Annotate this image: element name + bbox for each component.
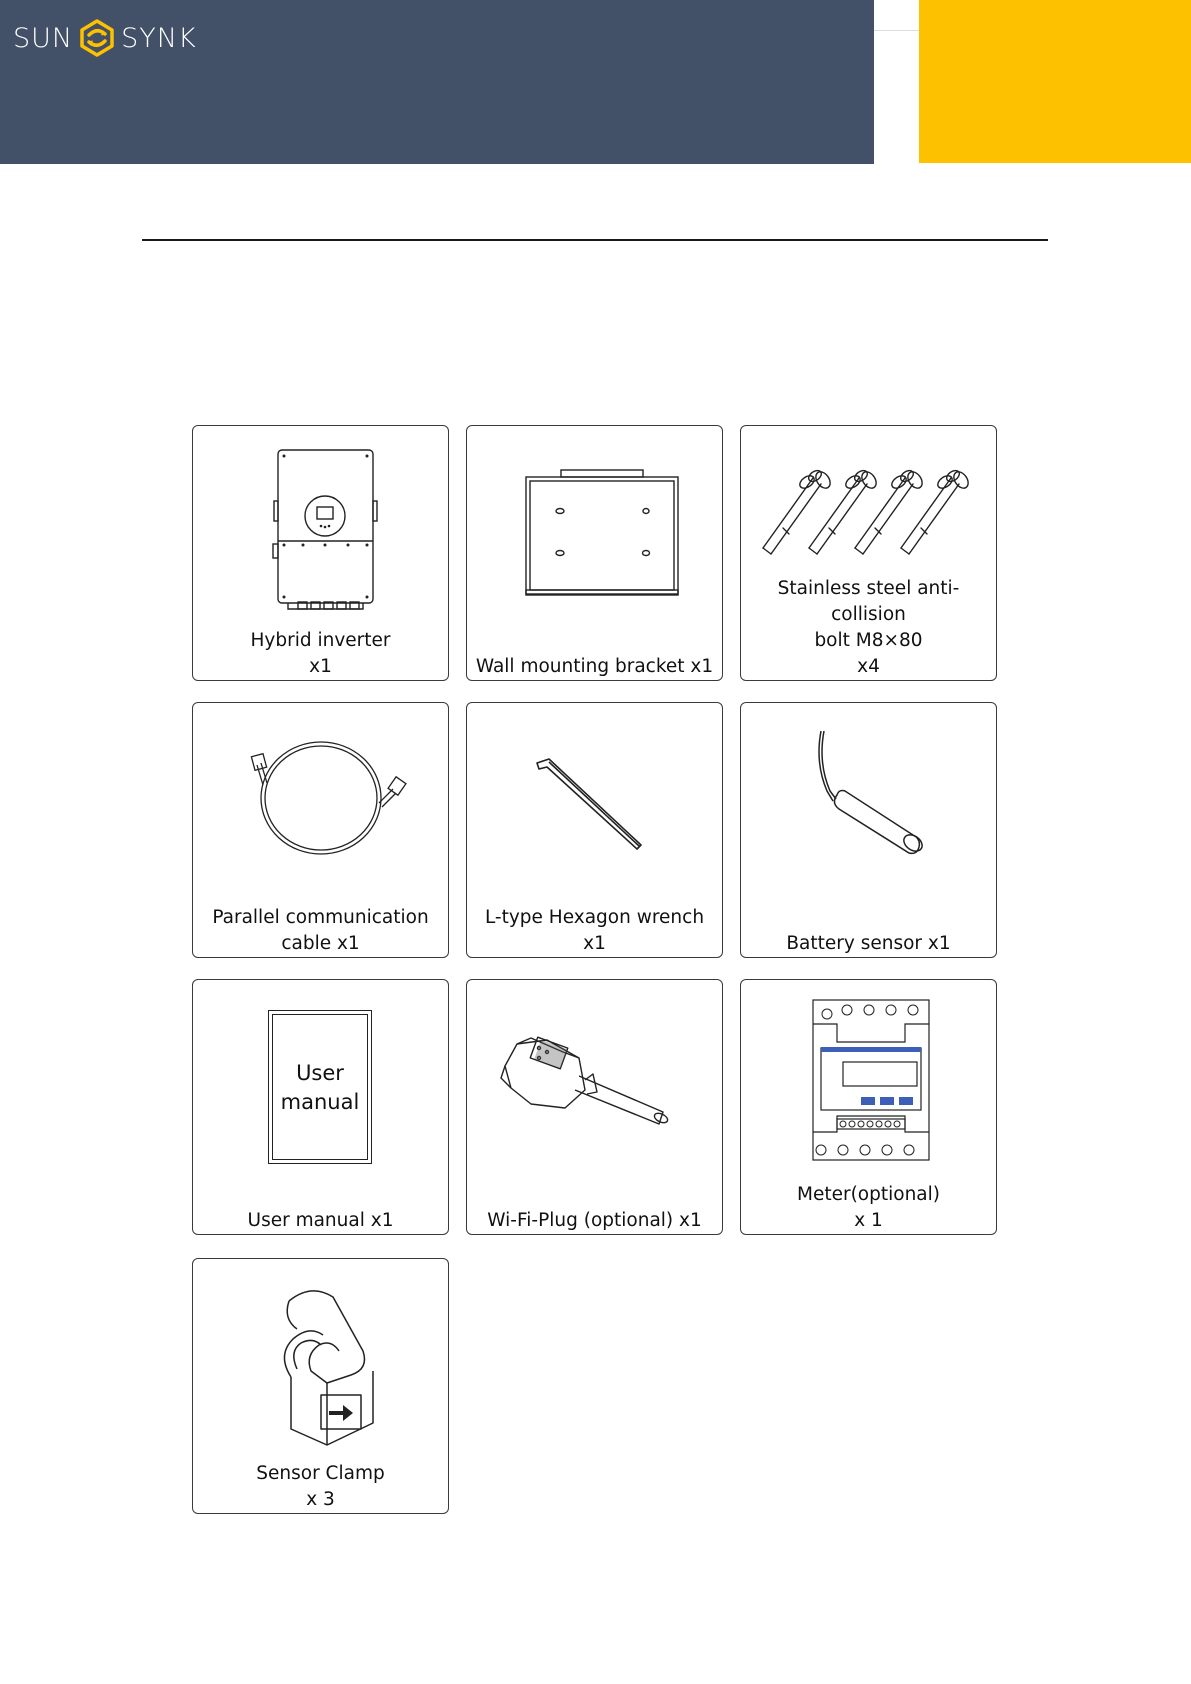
item-label: Hybrid inverter x1: [250, 630, 391, 677]
item-card-user-manual: [192, 979, 449, 1235]
item-card-sensor-clamp: [192, 1258, 449, 1514]
wifi-plug-icon: [467, 980, 724, 1236]
item-card-wifi-plug: [466, 979, 723, 1235]
item-label: User manual x1: [247, 1210, 394, 1231]
brand-text-left: SUN: [13, 22, 74, 54]
item-label: L-type Hexagon wrench x1: [484, 907, 705, 954]
brand-logo: [13, 16, 197, 60]
item-card-anchor-bolts: [740, 425, 997, 681]
brand-text-right: SYNK: [121, 22, 197, 54]
item-label: Battery sensor x1: [786, 933, 951, 954]
item-label: Wall mounting bracket x1: [475, 656, 714, 677]
battery-sensor-icon: [741, 703, 998, 959]
item-label: Wi-Fi-Plug (optional) x1: [487, 1210, 702, 1231]
item-label: Parallel communication cable x1: [212, 907, 429, 954]
item-card-wall-bracket: [466, 425, 723, 681]
manual-icon: [268, 1010, 372, 1164]
section-divider: [142, 239, 1048, 241]
sync-arrows-icon: [77, 18, 117, 58]
item-card-hybrid-inverter: [192, 425, 449, 681]
item-label: Meter(optional) x 1: [797, 1184, 940, 1231]
header-divider: [874, 30, 919, 31]
item-label: Sensor Clamp x 3: [256, 1463, 385, 1510]
item-card-hex-wrench: [466, 702, 723, 958]
manual-cover-text: manual: [280, 1090, 360, 1114]
item-card-battery-sensor: [740, 702, 997, 958]
item-card-parallel-cable: [192, 702, 449, 958]
accent-band: [919, 0, 1191, 163]
item-card-meter: [740, 979, 997, 1235]
wall-bracket-icon: [467, 426, 724, 682]
manual-cover-text: User: [296, 1061, 344, 1085]
item-label: Stainless steel anti-collision bolt M8×80 x4: [777, 578, 960, 677]
